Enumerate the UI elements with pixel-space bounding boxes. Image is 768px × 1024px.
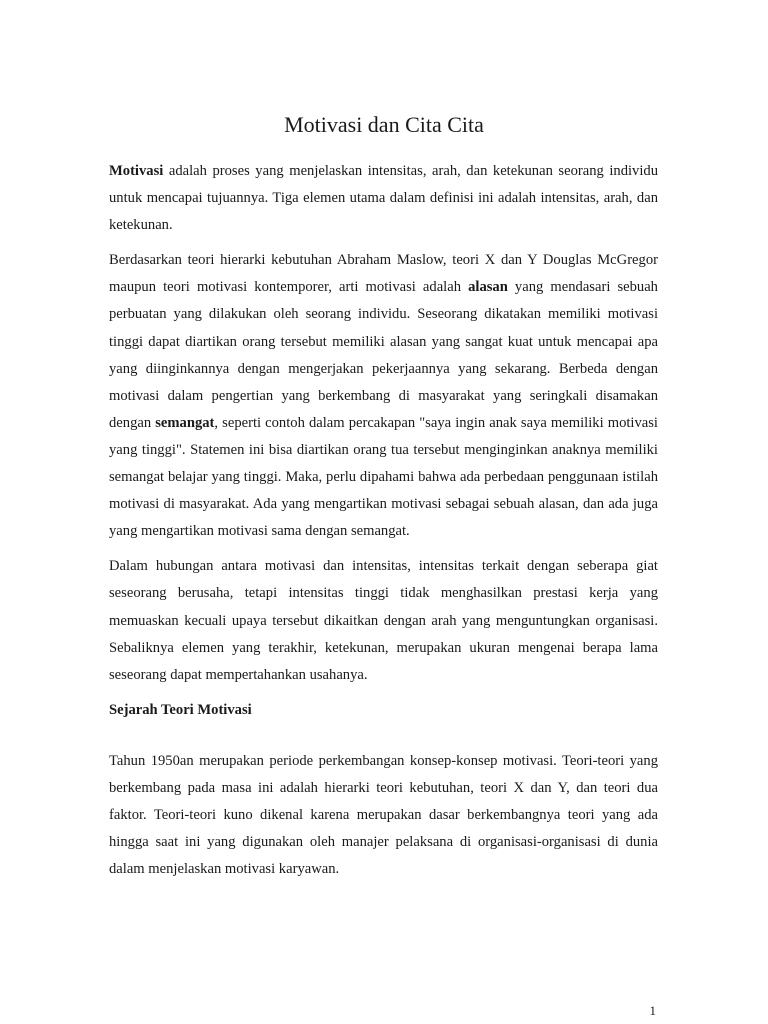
paragraph-definition-text: adalah proses yang menjelaskan intensitas, arah, dan ketekunan seorang individu untuk mencapai tujuannya. Tiga elemen utama dalam definisi ini adalah intensitas, arah, dan ketekunan. [109, 163, 658, 234]
paragraph-theories-part3: , seperti contoh dalam percakapan "saya ingin anak saya memiliki motivasi yang tinggi". Statemen ini bisa diartikan orang tua tersebut menginginkan anaknya memiliki semangat belajar yang tinggi. Maka, perlu dipahami bahwa ada perbedaan penggunaan istilah motivasi di masyarakat. Ada yang mengartikan motivasi sebagai sebuah alasan, dan ada juga yang mengartikan motivasi sama dengan semangat. [109, 414, 658, 540]
section-heading: Sejarah Teori Motivasi [109, 701, 252, 718]
paragraph-theories [109, 247, 658, 545]
paragraph-theories-part2: yang mendasari sebuah perbuatan yang dilakukan oleh seorang individu. Seseorang dikatakan memiliki motivasi tinggi dapat diartikan orang tersebut memiliki alasan yang sangat kuat untuk mencapai apa yang diinginkannya dengan mengerjakan pekerjaannya yang sekarang. Berbeda dengan motivasi dalam pengertian yang berkembang di masyarakat yang seringkali disamakan dengan [109, 279, 658, 431]
document-title: Motivasi dan Cita Cita [284, 112, 484, 137]
paragraph-history: Tahun 1950an merupakan periode perkembangan konsep-konsep motivasi. Teori-teori yang berkembang pada masa ini adalah hierarki teori kebutuhan, teori X dan Y, dan teori dua faktor. Teori-teori kuno dikenal karena merupakan dasar berkembangnya teori yang ada hingga saat ini yang digunakan oleh manajer pelaksana di organisasi-organisasi di dunia dalam menjelaskan motivasi karyawan. [109, 752, 658, 878]
page-number: 1 [649, 1003, 656, 1018]
term-alasan: alasan [468, 279, 508, 296]
paragraph-theories-part1: Berdasarkan teori hierarki kebutuhan Abraham Maslow, teori X dan Y Douglas McGregor maupun teori motivasi kontemporer, arti motivasi adalah [109, 252, 658, 296]
term-semangat: semangat [155, 414, 215, 431]
paragraph-definition [109, 158, 658, 239]
document-body [109, 158, 658, 891]
paragraph-intensity: Dalam hubungan antara motivasi dan intensitas, intensitas terkait dengan seberapa giat seseorang berusaha, tetapi intensitas tinggi tidak menghasilkan prestasi kerja yang memuaskan kecuali upaya tersebut dikaitkan dengan arah yang menguntungkan organisasi. Sebaliknya elemen yang terakhir, ketekunan, merupakan ukuran mengenai berapa lama seseorang dapat mempertahankan usahanya. [109, 558, 658, 683]
term-motivasi: Motivasi [109, 163, 164, 179]
